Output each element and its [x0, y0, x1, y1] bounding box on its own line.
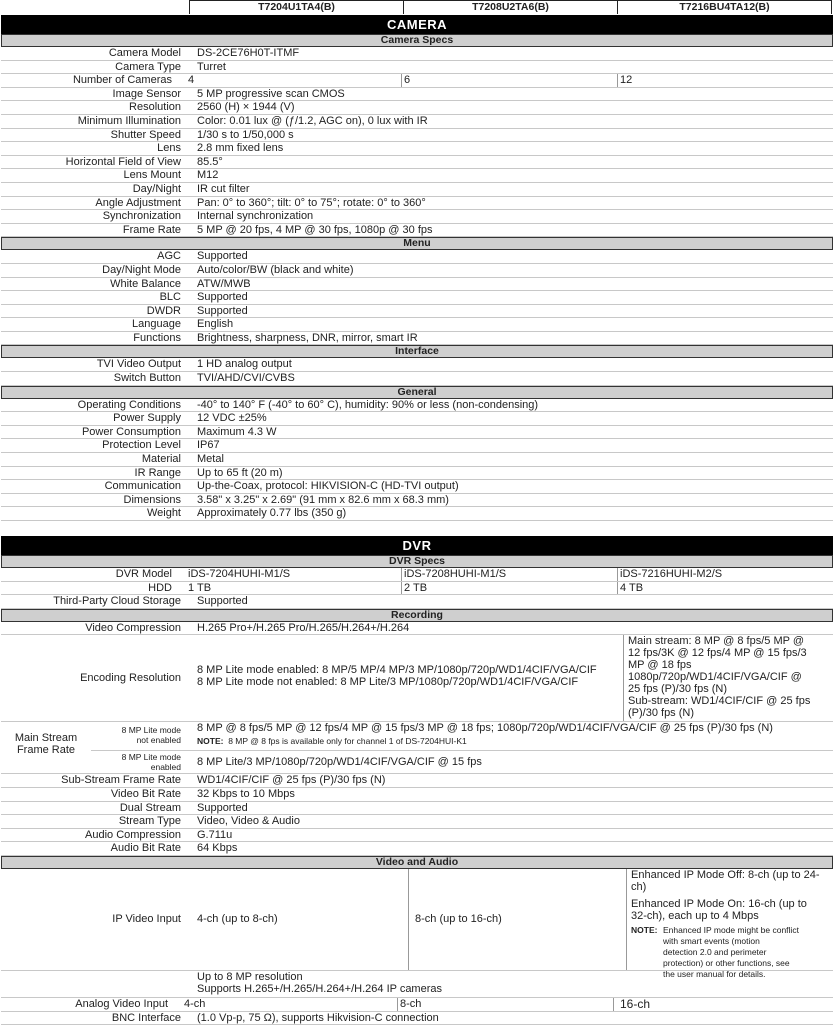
- row-label: Communication: [104, 480, 181, 493]
- row-label: Frame Rate: [122, 223, 181, 236]
- encoding-values: [195, 635, 623, 721]
- lite-enabled-row: [91, 751, 833, 773]
- general-title: General: [1, 386, 833, 399]
- row-label: Sub-Stream Frame Rate: [61, 774, 181, 787]
- row-value-1: 4: [188, 74, 195, 87]
- analog-2: 8-ch: [397, 998, 613, 1011]
- spec-row: [1, 480, 833, 494]
- row-value-3: 12: [617, 74, 833, 87]
- main-stream-label-1: Main Stream: [14, 732, 78, 745]
- hdd-3: 4 TB: [617, 582, 833, 595]
- spec-row: [1, 467, 833, 481]
- row-label: Lens Mount: [123, 169, 181, 182]
- recording-table: [1, 774, 833, 856]
- row-label: Angle Adjustment: [95, 196, 181, 209]
- row-value: Supported: [197, 595, 248, 608]
- menu-title: Menu: [1, 237, 833, 250]
- lite-label-1: 8 MP Lite mode: [121, 725, 181, 736]
- lite-enabled-value: 8 MP Lite/3 MP/1080p/720p/WD1/4CIF/VGA/CIF @ 15 fps: [197, 756, 482, 769]
- encoding-16ch-line: 1080p/720p/WD1/4CIF/VGA/CIF @: [628, 671, 802, 684]
- spec-row: [1, 156, 833, 170]
- row-label: DVR Model: [115, 568, 172, 580]
- row-value: 5 MP progressive scan CMOS: [197, 87, 345, 100]
- spec-row: [1, 453, 833, 467]
- lite-label-1: 8 MP Lite mode: [121, 752, 181, 763]
- ip-resolution-row: [1, 968, 833, 998]
- encoding-16ch-line: Main stream: 8 MP @ 8 fps/5 MP @: [628, 635, 804, 648]
- row-label: Stream Type: [118, 815, 181, 828]
- row-value: Auto/color/BW (black and white): [197, 263, 354, 276]
- spec-row: [1, 291, 833, 305]
- frame-rate-note: [197, 735, 833, 747]
- row-value-2: 6: [401, 74, 617, 87]
- dvr-model-2: iDS-7208HUHI-M1/S: [401, 568, 617, 581]
- row-label: Audio Bit Rate: [110, 842, 181, 855]
- spec-row: [1, 829, 833, 843]
- dvr-specs-title: DVR Specs: [1, 555, 833, 568]
- spec-row: [1, 183, 833, 197]
- row-label: Dimensions: [123, 493, 181, 506]
- row-value: 85.5°: [197, 155, 223, 168]
- analog-3: 16-ch: [613, 998, 833, 1011]
- ip-note-label: NOTE:: [631, 924, 658, 935]
- ip-video-1: 4-ch (up to 8-ch): [197, 912, 278, 925]
- row-value: Turret: [197, 60, 226, 73]
- camera-section-title: CAMERA: [1, 15, 833, 34]
- spec-row: [1, 358, 833, 372]
- row-value: 64 Kbps: [197, 842, 238, 855]
- row-value: (1.0 Vp-p, 75 Ω), supports Hikvision-C connection: [197, 1011, 439, 1024]
- spec-row: [1, 318, 833, 332]
- spec-row: [1, 802, 833, 816]
- spec-row: [1, 305, 833, 319]
- lite-label-2: enabled: [150, 762, 181, 773]
- row-value: Brightness, sharpness, DNR, mirror, smart IR: [197, 331, 418, 344]
- row-value: Approximately 0.77 lbs (350 g): [197, 507, 347, 520]
- row-label: Functions: [133, 331, 181, 344]
- row-label: Image Sensor: [112, 87, 181, 100]
- row-label: DWDR: [146, 304, 181, 317]
- encoding-16ch-line: Sub-stream: WD1/4CIF/CIF @ 25 fps: [628, 695, 811, 708]
- row-label: IR Range: [134, 466, 181, 479]
- analog-row: [1, 998, 833, 1012]
- compression-row: [1, 622, 833, 636]
- spec-sheet: [1, 0, 833, 1025]
- dvr-section-title: DVR: [1, 536, 833, 555]
- row-value: ATW/MWB: [197, 277, 251, 290]
- row-label: Audio Compression: [85, 828, 181, 841]
- row-label: Switch Button: [113, 372, 181, 385]
- main-stream-block: [1, 722, 833, 774]
- spec-row: [1, 197, 833, 211]
- row-value: Maximum 4.3 W: [197, 425, 277, 438]
- ip-resolution: [195, 968, 833, 997]
- row-label: Synchronization: [102, 210, 181, 223]
- row-value: -40° to 140° F (-40° to 60° C), humidity: 90% or less (non-condensing): [197, 398, 539, 411]
- row-label: Camera Type: [115, 60, 181, 73]
- menu-table: [1, 250, 833, 345]
- spec-row: [1, 278, 833, 292]
- ip-mode-off: Enhanced IP Mode Off: 8-ch (up to 24-ch): [631, 868, 820, 894]
- spec-row: [1, 47, 833, 61]
- ip-note-line: detection 2.0 and perimeter: [663, 946, 767, 957]
- row-label: Power Consumption: [81, 425, 181, 438]
- row-value: IR cut filter: [197, 182, 250, 195]
- row-label: Operating Conditions: [77, 398, 181, 411]
- encoding-row: [1, 635, 833, 722]
- row-value: Supported: [197, 291, 248, 304]
- ip-mode-on-1: Enhanced IP Mode On: 16-ch (up to: [631, 897, 807, 910]
- row-label: Video Compression: [85, 621, 181, 634]
- ip-note-line: protection) or other functions, see: [663, 957, 790, 968]
- row-value: IP67: [197, 439, 220, 452]
- interface-title: Interface: [1, 345, 833, 358]
- row-value: Internal synchronization: [197, 210, 314, 223]
- row-value: 32 Kbps to 10 Mbps: [197, 787, 295, 800]
- model-header: [1, 0, 833, 14]
- row-value: Metal: [197, 453, 224, 466]
- spec-row: [1, 372, 833, 386]
- row-label: White Balance: [110, 277, 181, 290]
- spec-row: [1, 61, 833, 75]
- spec-row: [1, 115, 833, 129]
- row-label: Day/Night Mode: [102, 263, 181, 276]
- spec-row: [1, 88, 833, 102]
- row-label: Lens: [157, 142, 181, 155]
- row-label: Minimum Illumination: [77, 114, 181, 127]
- spec-row: [1, 815, 833, 829]
- row-value: Up to 65 ft (20 m): [197, 466, 283, 479]
- row-label: Language: [132, 318, 181, 331]
- cloud-row: [1, 595, 833, 609]
- lite-not-enabled-label: [91, 722, 195, 750]
- encoding-16ch-line: (P)/30 fps (N): [628, 707, 695, 720]
- note-text: 8 MP @ 8 fps is available only for channel 1 of DS-7204HUI-K1: [228, 736, 467, 747]
- row-label: Power Supply: [113, 412, 181, 425]
- dvr-model-3: iDS-7216HUHI-M2/S: [617, 568, 833, 581]
- row-value: Pan: 0° to 360°; tilt: 0° to 75°; rotate: 0° to 360°: [197, 196, 426, 209]
- spec-row: [1, 788, 833, 802]
- hdd-2: 2 TB: [401, 582, 617, 595]
- spec-row: [1, 494, 833, 508]
- main-stream-label: [1, 722, 91, 773]
- row-label: Day/Night: [132, 182, 181, 195]
- row-label: Material: [141, 453, 181, 466]
- row-value: Supported: [197, 250, 248, 263]
- encoding-16ch-line: 12 fps/3K @ 12 fps/4 MP @ 15 fps/3: [628, 647, 807, 660]
- bnc-row: [1, 1012, 833, 1025]
- lite-not-enabled-value: 8 MP @ 8 fps/5 MP @ 12 fps/4 MP @ 15 fps/3 MP @ 18 fps; 1080p/720p/WD1/4CIF/VGA/CIF @ 25 fps (P)/30 fps (N): [197, 722, 773, 735]
- row-label: Third-Party Cloud Storage: [53, 595, 181, 608]
- spec-row: [1, 412, 833, 426]
- row-value: 5 MP @ 20 fps, 4 MP @ 30 fps, 1080p @ 30 fps: [197, 223, 433, 236]
- row-value: 12 VDC ±25%: [197, 412, 267, 425]
- spec-row: [1, 332, 833, 346]
- spec-row: [1, 439, 833, 453]
- analog-1: 4-ch: [184, 997, 206, 1010]
- encoding-line-2: 8 MP Lite mode not enabled: 8 MP Lite/3 MP/1080p/720p/WD1/4CIF/VGA/CIF: [197, 676, 579, 689]
- row-label: Weight: [146, 507, 181, 520]
- row-label: BLC: [159, 291, 181, 304]
- hdd-row: [1, 582, 833, 596]
- spec-row: [1, 101, 833, 115]
- note-label: NOTE:: [197, 736, 224, 747]
- row-value: H.265 Pro+/H.265 Pro/H.265/H.264+/H.264: [197, 621, 410, 634]
- row-label: IP Video Input: [112, 912, 181, 925]
- row-value: 3.58" x 3.25" x 2.69" (91 mm x 82.6 mm x 68.3 mm): [197, 493, 449, 506]
- row-label: TVI Video Output: [96, 358, 181, 371]
- row-label: Camera Model: [108, 47, 181, 59]
- row-label: HDD: [148, 581, 172, 594]
- general-table: [1, 399, 833, 521]
- spec-row: [1, 842, 833, 856]
- spec-row: [1, 250, 833, 264]
- row-label: BNC Interface: [111, 1011, 181, 1024]
- spec-row: [1, 74, 833, 88]
- camera-specs-table: [1, 47, 833, 237]
- recording-title: Recording: [1, 609, 833, 622]
- main-stream-label-2: Frame Rate: [16, 744, 76, 757]
- row-label: Dual Stream: [119, 801, 181, 814]
- row-label: AGC: [157, 250, 181, 263]
- ip-res-2: Supports H.265+/H.265/H.264+/H.264 IP cameras: [197, 982, 442, 995]
- spec-row: [1, 142, 833, 156]
- ip-note-line: the user manual for details.: [663, 968, 766, 979]
- row-label: Number of Cameras: [72, 74, 172, 87]
- ip-video-3: [626, 868, 833, 979]
- lite-label-2: not enabled: [136, 735, 181, 746]
- encoding-line-1: 8 MP Lite mode enabled: 8 MP/5 MP/4 MP/3 MP/1080p/720p/WD1/4CIF/VGA/CIF: [197, 664, 597, 677]
- row-value: DS-2CE76H0T-ITMF: [197, 47, 300, 59]
- model-header-2: T7208U2TA6(B): [403, 0, 618, 14]
- row-value: WD1/4CIF/CIF @ 25 fps (P)/30 fps (N): [197, 774, 386, 787]
- row-label: Encoding Resolution: [80, 672, 181, 685]
- row-value: Supported: [197, 801, 248, 814]
- spec-row: [1, 210, 833, 224]
- spec-row: [1, 774, 833, 788]
- ip-note-line: with smart events (motion: [663, 935, 760, 946]
- interface-table: [1, 358, 833, 385]
- spec-row: [1, 399, 833, 413]
- row-value: Up-the-Coax, protocol: HIKVISION-C (HD-TVI output): [197, 480, 459, 493]
- row-value: 1 HD analog output: [197, 358, 292, 371]
- row-label: Video Bit Rate: [110, 787, 181, 800]
- row-value: English: [197, 318, 234, 331]
- camera-specs-title: Camera Specs: [1, 34, 833, 47]
- ip-video-2: 8-ch (up to 16-ch): [408, 869, 626, 970]
- spec-row: [1, 507, 833, 521]
- video-audio-title: Video and Audio: [1, 856, 833, 869]
- encoding-16ch: [623, 635, 833, 721]
- row-label: Resolution: [129, 101, 181, 114]
- lite-not-enabled-row: [91, 722, 833, 751]
- spec-row: [1, 129, 833, 143]
- spec-row: [1, 264, 833, 278]
- row-label: Analog Video Input: [75, 997, 168, 1010]
- model-header-3: T7216BU4TA12(B): [617, 0, 832, 14]
- row-value: Video, Video & Audio: [197, 815, 300, 828]
- dvr-model-1: iDS-7204HUHI-M1/S: [188, 568, 291, 580]
- row-value: 2.8 mm fixed lens: [197, 142, 284, 155]
- lite-enabled-label: [91, 751, 195, 773]
- row-value: Color: 0.01 lux @ (ƒ/1.2, AGC on), 0 lux with IR: [197, 114, 428, 127]
- row-value: 2560 (H) × 1944 (V): [197, 101, 295, 114]
- hdd-1: 1 TB: [188, 581, 212, 594]
- spec-row: [1, 426, 833, 440]
- row-value: 1/30 s to 1/50,000 s: [197, 128, 294, 141]
- encoding-16ch-line: 25 fps (P)/30 fps (N): [628, 683, 728, 696]
- ip-note-line: Enhanced IP mode might be conflict: [663, 924, 799, 935]
- encoding-16ch-line: MP @ 18 fps: [628, 659, 692, 672]
- dvr-model-row: [1, 568, 833, 582]
- ip-mode-on-2: 32-ch), each up to 4 Mbps: [631, 910, 759, 923]
- row-label: Protection Level: [102, 439, 181, 452]
- row-label: Shutter Speed: [110, 128, 181, 141]
- spec-row: [1, 169, 833, 183]
- ip-res-1: Up to 8 MP resolution: [197, 970, 303, 983]
- model-header-1: T7204U1TA4(B): [189, 0, 404, 14]
- row-value: G.711u: [197, 828, 233, 841]
- row-label: Horizontal Field of View: [65, 155, 181, 168]
- row-value: Supported: [197, 304, 248, 317]
- spec-row: [1, 224, 833, 238]
- row-value: M12: [197, 169, 219, 182]
- row-value: TVI/AHD/CVI/CVBS: [197, 372, 295, 385]
